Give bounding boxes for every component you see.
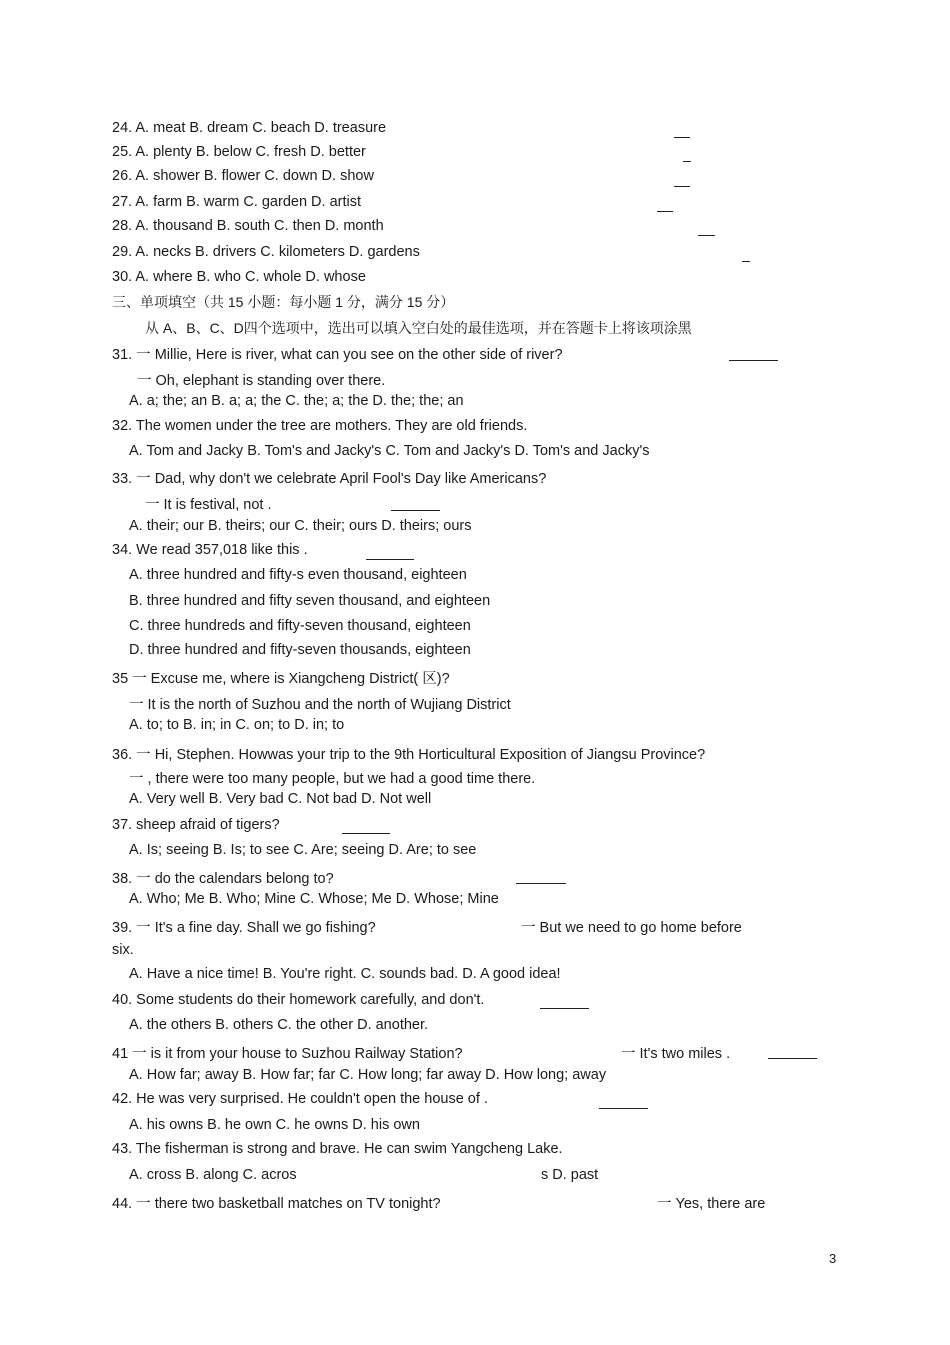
q33-reply: 一 It is festival, not .	[145, 497, 272, 513]
q39-question-cont: six.	[112, 942, 134, 958]
q36-options: A. Very well B. Very bad C. Not bad D. Not well	[129, 791, 432, 807]
q43-question: 43. The fisherman is strong and brave. He can swim Yangcheng Lake.	[112, 1141, 563, 1157]
q35-question: 35 一 Excuse me, where is Xiangcheng District( 区)?	[112, 671, 450, 687]
q41-reply: 一 It's two miles .	[621, 1046, 731, 1062]
answer-blank	[729, 360, 778, 361]
q30-options: 30. A. where B. who C. whole D. whose	[112, 269, 366, 285]
q38-question: 38. 一 do the calendars belong to?	[112, 871, 334, 887]
answer-blank	[342, 833, 390, 834]
q31-options: A. a; the; an B. a; a; the C. the; a; the D. the; the; an	[129, 393, 464, 409]
section-heading: 三、单项填空（共 15 小题：每小题 1 分，满分 15 分）	[112, 294, 455, 310]
q36-reply: 一 , there were too many people, but we had a good time there.	[129, 771, 536, 787]
q37-options: A. Is; seeing B. Is; to see C. Are; seeing D. Are; to see	[129, 842, 477, 858]
answer-blank	[683, 161, 691, 162]
answer-blank	[674, 137, 690, 138]
q29-options: 29. A. necks B. drivers C. kilometers D. gardens	[112, 244, 420, 260]
q43-options-cont: s D. past	[541, 1167, 599, 1183]
q27-options: 27. A. farm B. warm C. garden D. artist	[112, 194, 361, 210]
q34-option-b: B. three hundred and fifty seven thousand, and eighteen	[129, 593, 491, 609]
answer-blank	[674, 186, 690, 187]
q39-options: A. Have a nice time! B. You're right. C. sounds bad. D. A good idea!	[129, 966, 561, 982]
q26-options: 26. A. shower B. flower C. down D. show	[112, 168, 374, 184]
answer-blank	[540, 1008, 589, 1009]
q38-options: A. Who; Me B. Who; Mine C. Whose; Me D. Whose; Mine	[129, 891, 499, 907]
q31-question: 31. 一 Millie, Here is river, what can you see on the other side of river?	[112, 347, 563, 363]
q35-options: A. to; to B. in; in C. on; to D. in; to	[129, 717, 345, 733]
q32-options: A. Tom and Jacky B. Tom's and Jacky's C. Tom and Jacky's D. Tom's and Jacky's	[129, 443, 650, 459]
q41-options: A. How far; away B. How far; far C. How long; far away D. How long; away	[129, 1067, 607, 1083]
q44-reply: 一 Yes, there are	[657, 1196, 766, 1212]
q34-option-d: D. three hundred and fifty-seven thousands, eighteen	[129, 642, 471, 658]
q34-question: 34. We read 357,018 like this .	[112, 542, 308, 558]
answer-blank	[657, 211, 673, 212]
q44-question: 44. 一 there two basketball matches on TV tonight?	[112, 1196, 441, 1212]
q36-question: 36. 一 Hi, Stephen. Howwas your trip to the 9th Horticultural Exposition of Jiangsu Province?	[112, 747, 706, 763]
q25-options: 25. A. plenty B. below C. fresh D. better	[112, 144, 366, 160]
answer-blank	[768, 1058, 817, 1059]
q42-question: 42. He was very surprised. He couldn't open the house of .	[112, 1091, 488, 1107]
q41-question: 41 一 is it from your house to Suzhou Railway Station?	[112, 1046, 463, 1062]
answer-blank	[698, 235, 715, 236]
q39-reply: 一 But we need to go home before	[521, 920, 742, 936]
q31-reply: 一 Oh, elephant is standing over there.	[137, 373, 386, 389]
answer-blank	[366, 559, 414, 560]
q37-question: 37. sheep afraid of tigers?	[112, 817, 280, 833]
q28-options: 28. A. thousand B. south C. then D. month	[112, 218, 384, 234]
q40-options: A. the others B. others C. the other D. another.	[129, 1017, 429, 1033]
q39-question: 39. 一 It's a fine day. Shall we go fishing?	[112, 920, 376, 936]
q34-option-c: C. three hundreds and fifty-seven thousand, eighteen	[129, 618, 471, 634]
q33-question: 33. 一 Dad, why don't we celebrate April Fool's Day like Americans?	[112, 471, 547, 487]
section-instructions: 从 A、B、C、D四个选项中，选出可以填入空白处的最佳选项，并在答题卡上将该项涂黑	[145, 320, 692, 336]
q43-options: A. cross B. along C. acros	[129, 1167, 297, 1183]
q34-option-a: A. three hundred and fifty-s even thousand, eighteen	[129, 567, 467, 583]
q35-reply: 一 It is the north of Suzhou and the north of Wujiang District	[129, 697, 511, 713]
q32-question: 32. The women under the tree are mothers. They are old friends.	[112, 418, 528, 434]
q40-question: 40. Some students do their homework carefully, and don't.	[112, 992, 485, 1008]
answer-blank	[391, 510, 440, 511]
q42-options: A. his owns B. he own C. he owns D. his own	[129, 1117, 420, 1133]
page-number: 3	[829, 1251, 837, 1266]
answer-blank	[516, 883, 566, 884]
answer-blank	[599, 1108, 648, 1109]
answer-blank	[742, 261, 750, 262]
q33-options: A. their; our B. theirs; our C. their; ours D. theirs; ours	[129, 518, 472, 534]
q24-options: 24. A. meat B. dream C. beach D. treasure	[112, 120, 387, 136]
